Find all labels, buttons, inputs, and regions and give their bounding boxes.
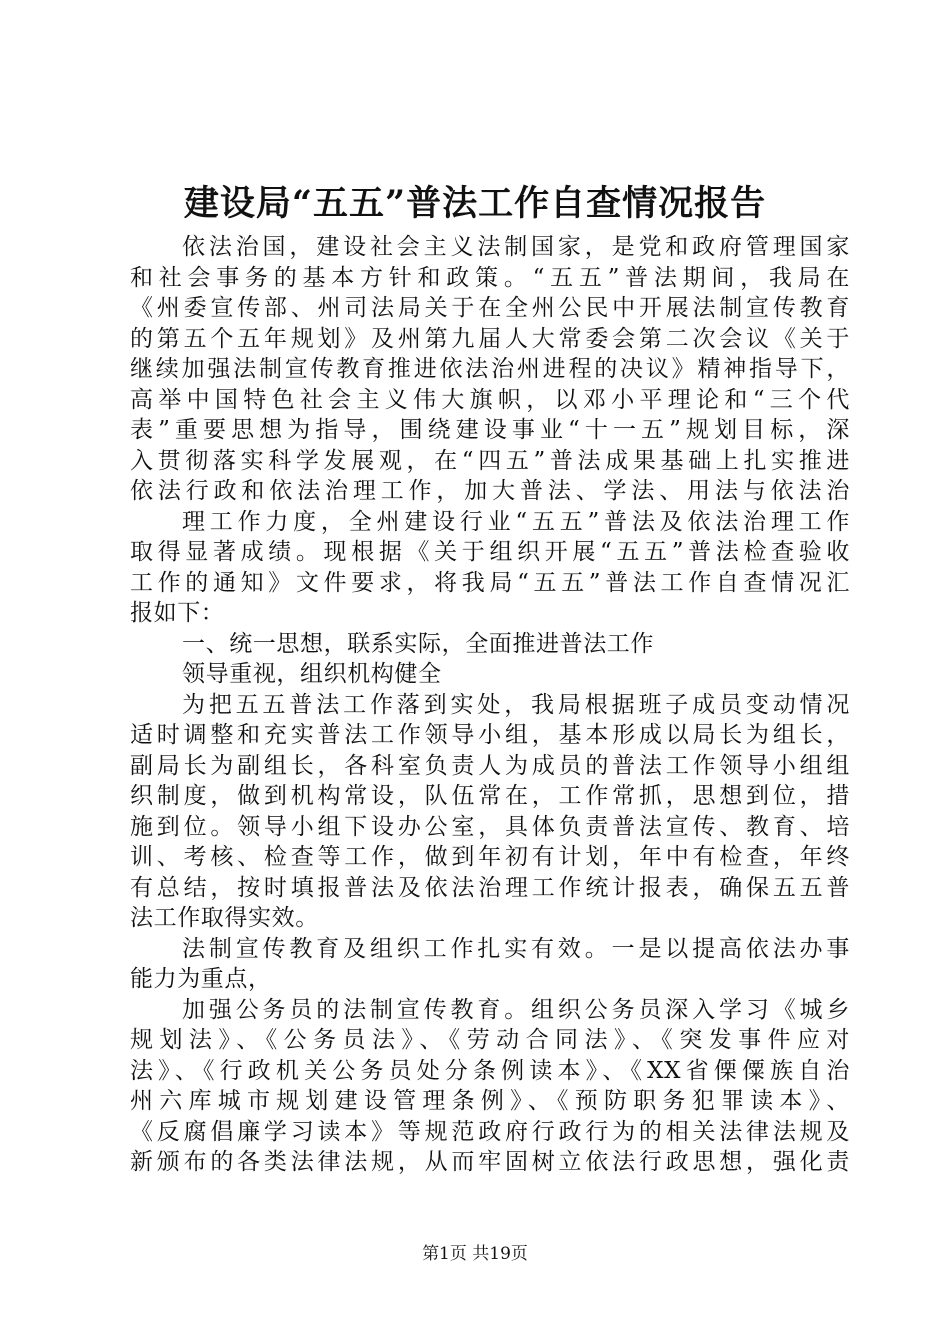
body-line: 施到位。领导小组下设办公室，具体负责普法宣传、教育、培 [130,813,850,840]
body-line: 依法治国，建设社会主义法制国家，是党和政府管理国家 [182,234,850,260]
body-line: 有总结，按时填报普法及依法治理工作统计报表，确保五五普 [130,874,850,901]
body-line: 取得显著成绩。现根据《关于组织开展“五五”普法检查验收 [130,539,850,565]
body-line: 规划法》、《公务员法》、《劳动合同法》、《突发事件应对 [130,1027,850,1053]
body-line: 表”重要思想为指导，围绕建设事业“十一五”规划目标，深 [130,417,850,443]
body-line: 织制度，做到机构常设，队伍常在，工作常抓，思想到位，措 [130,783,850,809]
body-line: 法工作取得实效。 [130,905,319,931]
subsection-heading: 领导重视，组织机构健全 [182,661,442,687]
body-line: 继续加强法制宣传教育推进依法治州进程的决议》精神指导下， [130,356,850,382]
body-line: 的第五个五年规划》及州第九届人大常委会第二次会议《关于 [130,325,850,352]
body-line: 和社会事务的基本方针和政策。“五五”普法期间，我局在 [130,264,850,291]
body-line: 入贯彻落实科学发展观，在“四五”普法成果基础上扎实推进 [130,447,850,474]
body-line: 法》、《行政机关公务员处分条例读本》、《XX省傈僳族自治 [130,1057,850,1084]
body-line: 报如下： [130,600,225,626]
body-line: 理工作力度，全州建设行业“五五”普法及依法治理工作 [182,508,850,535]
body-line: 依法行政和依法治理工作，加大普法、学法、用法与依法治 [130,478,850,504]
section-heading: 一、统一思想，联系实际，全面推进普法工作 [182,630,654,657]
body-line: 加强公务员的法制宣传教育。组织公务员深入学习《城乡 [182,996,850,1023]
body-line: 能力为重点， [130,966,272,992]
page-footer: 第1页 共19页 [422,1244,528,1264]
body-line: 《反腐倡廉学习读本》等规范政府行政行为的相关法律法规及 [130,1118,850,1145]
body-line: 工作的通知》文件要求，将我局“五五”普法工作自查情况汇 [130,569,850,596]
body-line: 《州委宣传部、州司法局关于在全州公民中开展法制宣传教育 [130,295,850,321]
document-title: 建设局“五五”普法工作自查情况报告 [183,183,767,224]
body-line: 法制宣传教育及组织工作扎实有效。一是以提高依法办事 [182,935,850,962]
body-line: 州六库城市规划建设管理条例》、《预防职务犯罪读本》、 [130,1088,850,1114]
body-line: 副局长为副组长，各科室负责人为成员的普法工作领导小组组 [130,752,850,779]
document-body [130,232,850,1178]
body-line: 适时调整和充实普法工作领导小组，基本形成以局长为组长， [130,722,850,748]
body-line: 训、考核、检查等工作，做到年初有计划，年中有检查，年终 [130,844,850,870]
body-line: 新颁布的各类法律法规，从而牢固树立依法行政思想，强化责 [130,1149,850,1175]
body-line: 为把五五普法工作落到实处，我局根据班子成员变动情况 [182,691,850,718]
body-line: 高举中国特色社会主义伟大旗帜，以邓小平理论和“三个代 [130,386,850,413]
